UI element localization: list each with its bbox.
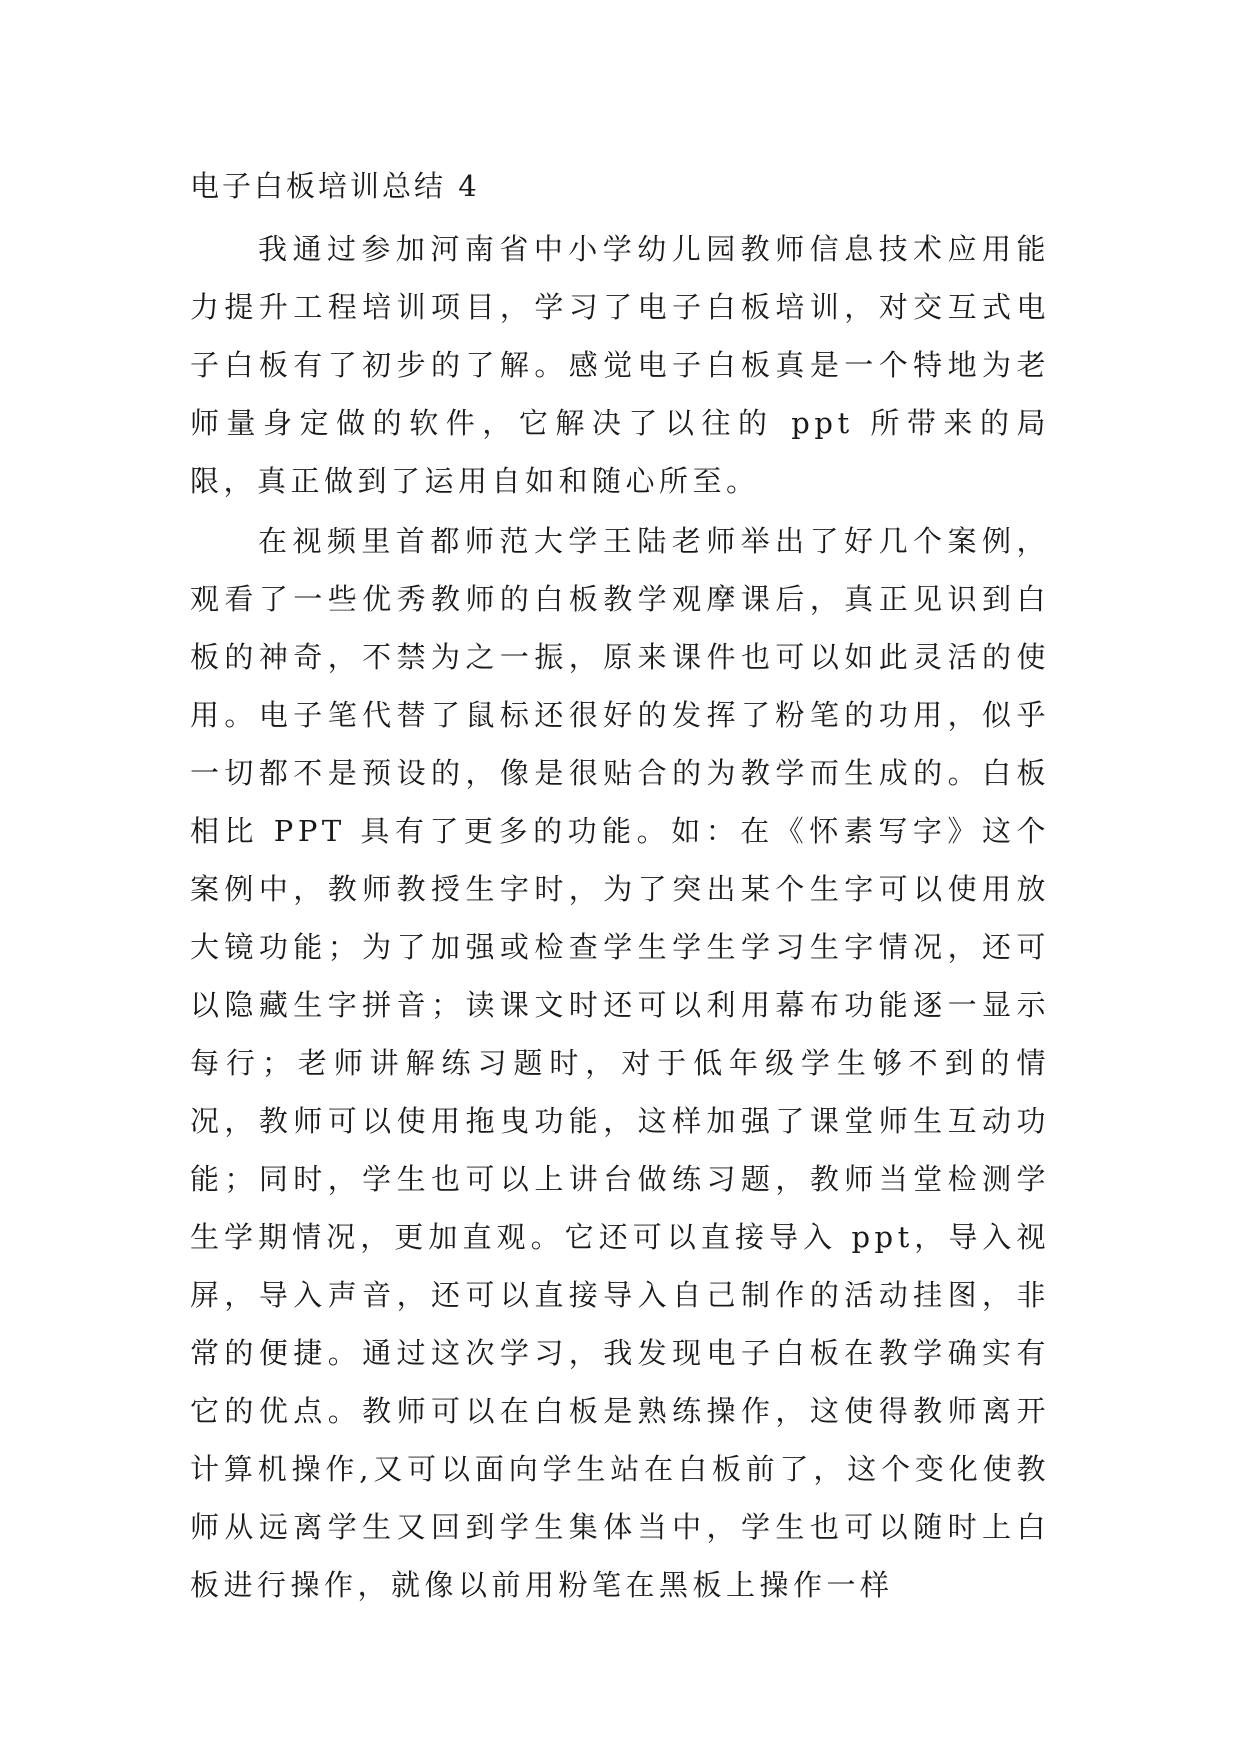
paragraph-1: 我通过参加河南省中小学幼儿园教师信息技术应用能力提升工程培训项目，学习了电子白板培训，对交互式电子白板有了初步的了解。感觉电子白板真是一个特地为老师量身定做的软件，它解决了以往的 ppt 所带来的局限，真正做到了运用自如和随心所至。: [190, 232, 1050, 498]
paragraph-2: 在视频里首都师范大学王陆老师举出了好几个案例，观看了一些优秀教师的白板教学观摩课后，真正见识到白板的神奇，不禁为之一振，原来课件也可以如此灵活的使用。电子笔代替了鼠标还很好的发挥了粉笔的功用，似乎一切都不是预设的，像是很贴合的为教学而生成的。白板相比 PPT 具有了更多的功能。如：在《怀素写字》这个案例中，教师教授生字时，为了突出某个生字可以使用放大镜功能；为了加强或检查学生学生学习生字情况，还可以隐藏生字拼音；读课文时还可以利用幕布功能逐一显示每行；老师讲解练习题时，对于低年级学生够不到的情况，教师可以使用拖曳功能，这样加强了课堂师生互动功能；同时，学生也可以上讲台做练习题，教师当堂检测学生学期情况，更加直观。它还可以直接导入 ppt，导入视屏，导入声音，还可以直接导入自己制作的活动挂图，非常的便捷。通过这次学习，我发现电子白板在教学确实有它的优点。教师可以在白板是熟练操作，这使得教师离开计算机操作,又可以面向学生站在白板前了，这个变化使教师从远离学生又回到学生集体当中，学生也可以随时上白板进行操作，就像以前用粉笔在黑板上操作一样: [190, 524, 1050, 1602]
document-title: 电子白板培训总结 4: [190, 169, 480, 203]
